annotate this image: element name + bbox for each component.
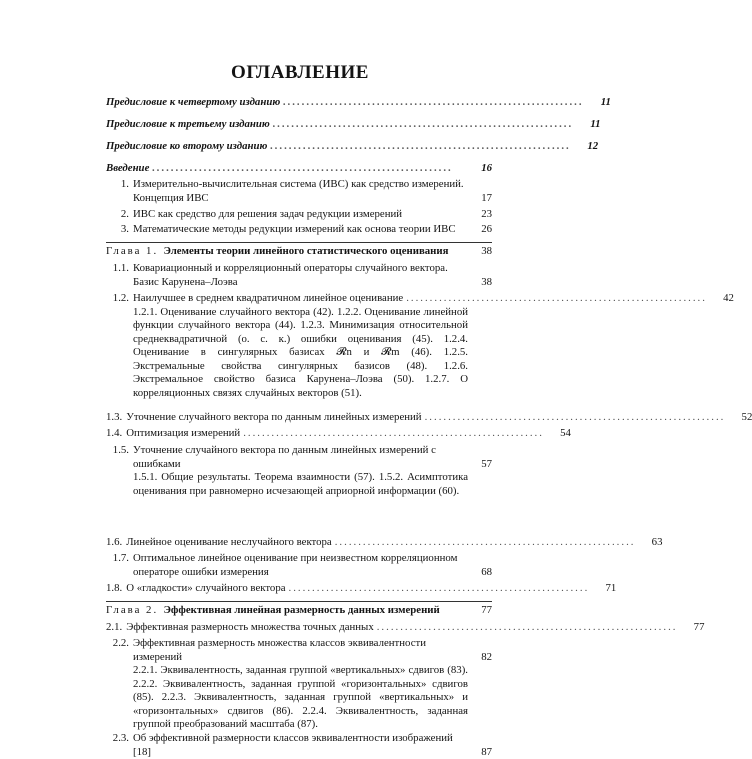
toc-entry-1-4[interactable] <box>106 427 492 441</box>
page-number: 77 <box>680 621 704 635</box>
page-number: 23 <box>468 208 492 222</box>
leader-dots: ................................................................ <box>270 140 571 154</box>
entry-number: 2.3. <box>106 732 133 759</box>
subsection-list: 1.2.1. Оценивание случайного вектора (42). 1.2.2. Оценивание линейной функции случайного вектора (44). 1.2.3. Минимизация относительной среднеквадратичной (о. с. к.) ошибки оценивания (45). 1.2.4. Оценивание в сингулярных базисах 𝓡n и 𝓡m (46). 1.2.5. Экстремальные свойства сингулярных базисов (48). 1.2.6. Экстремальное свойство базиса Карунена–Лоэва (50). 1.2.7. О корреляционных связях случайных векторов (51). <box>106 306 492 401</box>
page-number: 87 <box>468 746 492 759</box>
entry-title: Эффективная размерность множества точных данных <box>126 621 374 635</box>
toc-entry-intro[interactable] <box>106 162 492 176</box>
entry-title: О «гладкости» случайного вектора <box>126 582 285 596</box>
entry-number: 1.7. <box>106 552 133 579</box>
entry-title: Оптимальное линейное оценивание при неизвестном корреляционном операторе ошибки измерения <box>133 552 457 578</box>
toc-entry-1-3[interactable] <box>106 411 492 425</box>
entry-number: 2.2. <box>106 637 133 664</box>
toc-entry-preface-4[interactable] <box>106 96 492 110</box>
entry-number: 1.8. <box>106 582 126 596</box>
page-number: 17 <box>468 192 492 206</box>
page-number: 11 <box>587 96 611 110</box>
toc-chapter-2[interactable] <box>106 604 492 618</box>
entry-title: Предисловие к четвертому изданию <box>106 96 280 110</box>
entry-number: 1.1. <box>106 262 133 289</box>
entry-number: 2.1. <box>106 621 126 635</box>
toc-entry-1-6[interactable] <box>106 536 492 550</box>
page-number: 11 <box>577 118 601 132</box>
entry-title: Уточнение случайного вектора по данным линейных измерений с ошибками <box>133 444 436 470</box>
entry-number: 1. <box>106 178 133 205</box>
leader-dots: ................................................................ <box>273 118 574 132</box>
chapter-label: Глава 1. <box>106 245 158 257</box>
entry-title: Ковариационный и корреляционный операторы случайного вектора. Базис Карунена–Лоэва <box>133 262 448 288</box>
entry-number: 1.4. <box>106 427 126 441</box>
leader-dots: ................................................................ <box>377 621 678 635</box>
page-number: 52 <box>728 411 752 425</box>
chapter-label: Глава 2. <box>106 604 158 616</box>
entry-number: 1.5. <box>106 444 133 471</box>
leader-dots: ................................................................ <box>152 162 465 176</box>
subsection-list: 2.2.1. Эквивалентность, заданная группой «вертикальных» сдвигов (83). 2.2.2. Эквивалентность, заданная группой «горизонтальных» сдвигов (85). 2.2.3. Эквивалентность, заданная группой «вертикальных» и «горизонтальных» сдвигов (86). 2.2.4. Эквивалентность, заданная группой преобразований масштаба (87). <box>106 664 492 732</box>
entry-title: Предисловие к третьему изданию <box>106 118 270 132</box>
leader-dots: ................................................................ <box>335 536 636 550</box>
toc-entry-preface-3[interactable] <box>106 118 492 132</box>
entry-title: Введение <box>106 162 149 176</box>
entry-title: Предисловие ко второму изданию <box>106 140 267 154</box>
entry-title: Оптимизация измерений <box>126 427 240 441</box>
toc-entry-intro-3[interactable] <box>106 223 492 237</box>
subsection-list: 1.5.1. Общие результаты. Теорема взаимности (57). 1.5.2. Асимптотика оценивания при равномерно исчезающей априорной информации (60). <box>106 471 492 498</box>
toc-entry-1-7[interactable] <box>106 552 492 579</box>
toc-entry-2-1[interactable] <box>106 621 492 635</box>
entry-number: 2. <box>106 208 133 222</box>
page-number: 82 <box>468 651 492 665</box>
page-number: 42 <box>710 292 734 306</box>
page-number: 63 <box>638 536 662 550</box>
page-number: 12 <box>574 140 598 154</box>
page-number: 26 <box>468 223 492 237</box>
toc-entry-2-2[interactable] <box>106 637 492 732</box>
toc-entry-intro-2[interactable] <box>106 208 492 222</box>
page-number: 38 <box>468 276 492 290</box>
leader-dots: ................................................................ <box>283 96 584 110</box>
toc-entry-1-2[interactable] <box>106 292 492 400</box>
entry-title: Уточнение случайного вектора по данным линейных измерений <box>126 411 421 425</box>
leader-dots: ................................................................ <box>243 427 544 441</box>
page-number: 71 <box>592 582 616 596</box>
chapter-rule <box>106 242 492 243</box>
chapter-rule <box>106 601 492 602</box>
entry-title: Об эффективной размерности классов эквивалентности изображений [18] <box>133 732 453 758</box>
page-number: 68 <box>468 566 492 580</box>
page-number: 16 <box>468 162 492 176</box>
toc-entry-1-1[interactable] <box>106 262 492 289</box>
chapter-title: Элементы теории линейного статистического оценивания <box>164 245 449 257</box>
toc-chapter-1[interactable] <box>106 245 492 259</box>
page-number: 77 <box>468 604 492 618</box>
entry-title: Наилучшее в среднем квадратичном линейное оценивание <box>133 292 403 306</box>
toc-entry-preface-2[interactable] <box>106 140 492 154</box>
leader-dots: ................................................................ <box>289 582 590 596</box>
entry-title: ИВС как средство для решения задач редукции измерений <box>133 208 402 220</box>
entry-title: Измерительно-вычислительная система (ИВС) как средство измерений. Концепция ИВС <box>133 178 464 204</box>
entry-number: 1.2. <box>106 292 133 306</box>
page-title: ОГЛАВЛЕНИЕ <box>0 62 600 84</box>
entry-number: 3. <box>106 223 133 237</box>
page-number: 38 <box>468 245 492 259</box>
toc-entry-intro-1[interactable] <box>106 178 492 205</box>
entry-title: Линейное оценивание неслучайного вектора <box>126 536 332 550</box>
page-number: 57 <box>468 458 492 472</box>
entry-title: Математические методы редукции измерений как основа теории ИВС <box>133 223 456 235</box>
entry-number: 1.3. <box>106 411 126 425</box>
toc-entry-1-5[interactable] <box>106 444 492 498</box>
leader-dots: ................................................................ <box>425 411 726 425</box>
entry-title: Эффективная размерность множества классов эквивалентности измерений <box>133 637 426 663</box>
page-number: 54 <box>547 427 571 441</box>
leader-dots: ................................................................ <box>406 292 707 306</box>
entry-number: 1.6. <box>106 536 126 550</box>
toc-entry-1-8[interactable] <box>106 582 492 596</box>
chapter-title: Эффективная линейная размерность данных измерений <box>164 604 440 616</box>
toc-entry-2-3[interactable] <box>106 732 492 759</box>
